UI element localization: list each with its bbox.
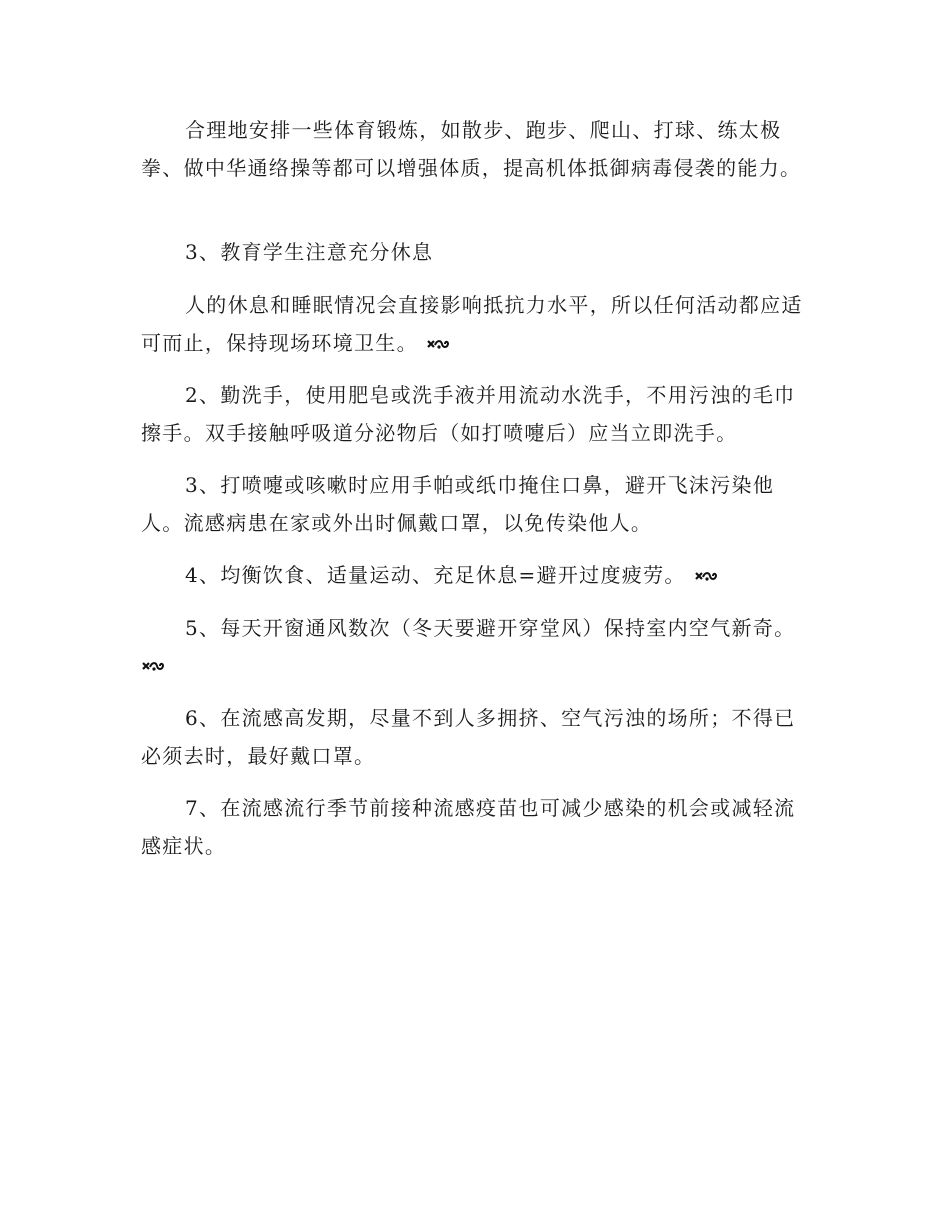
- paragraph-ventilation: [141, 609, 809, 647]
- decorative-flourish-icon: [426, 338, 450, 352]
- paragraph-diet: [141, 556, 809, 594]
- paragraph-text: 合理地安排一些体育锻炼，如散步、跑步、爬山、打球、练太极拳、做中华通络操等都可以增强体质，提高机体抵御病毒侵袭的能力。: [141, 118, 802, 180]
- paragraph-text: 3、打喷嚏或咳嗽时应用手帕或纸巾掩住口鼻，避开飞沫污染他人。流感病患在家或外出时佩戴口罩，以免传染他人。: [141, 473, 775, 535]
- paragraph-handwash: [141, 376, 809, 452]
- paragraph-text: 6、在流感高发期，尽量不到人多拥挤、空气污浊的场所；不得已必须去时，最好戴口罩。: [141, 706, 796, 768]
- paragraph-crowds: [141, 699, 809, 775]
- paragraph-rest: [141, 286, 809, 362]
- paragraph-exercise: [141, 111, 809, 187]
- section-heading: 3、教育学生注意充分休息: [185, 240, 434, 264]
- decorative-flourish-icon: [141, 660, 165, 674]
- paragraph-text: 7、在流感流行季节前接种流感疫苗也可减少感染的机会或减轻流感症状。: [141, 796, 796, 858]
- paragraph-text: 人的休息和睡眠情况会直接影响抵抗力水平，所以任何活动都应适可而止，保持现场环境卫生。: [141, 293, 803, 355]
- paragraph-vaccine: [141, 789, 809, 865]
- decorative-flourish-icon: [694, 570, 718, 584]
- paragraph-text: 4、均衡饮食、适量运动、充足休息=避开过度疲劳。: [185, 563, 686, 587]
- ornament-line: [141, 658, 809, 674]
- paragraph-sneeze: [141, 466, 809, 542]
- paragraph-text: 2、勤洗手，使用肥皂或洗手液并用流动水洗手，不用污浊的毛巾擦手。双手接触呼吸道分泌物后（如打喷嚏后）应当立即洗手。: [141, 383, 796, 445]
- paragraph-text: 5、每天开窗通风数次（冬天要避开穿堂风）保持室内空气新奇。: [185, 616, 796, 640]
- heading-rest: [141, 233, 809, 271]
